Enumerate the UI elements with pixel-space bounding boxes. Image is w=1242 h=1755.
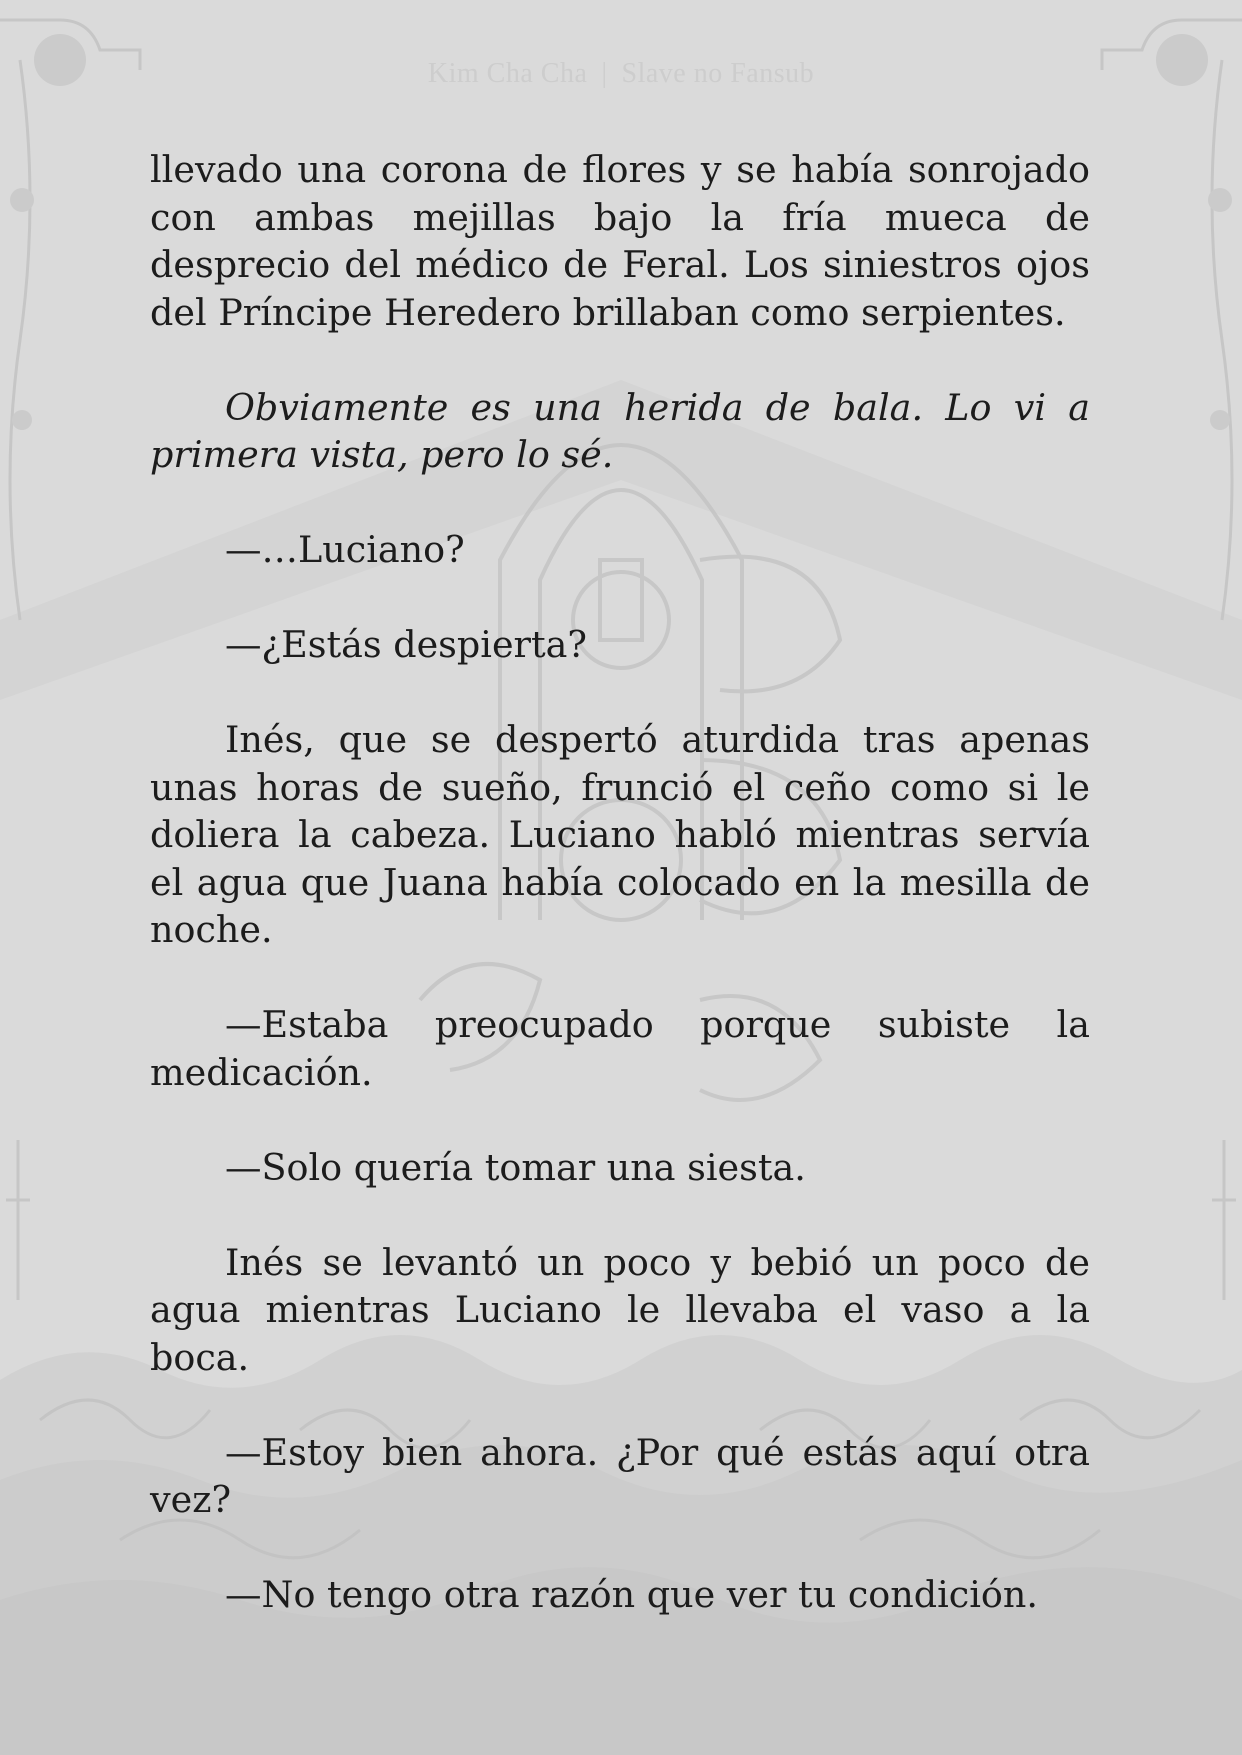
paragraph-thought: Obviamente es una herida de bala. Lo vi a primera vista, pero lo sé.: [150, 385, 1090, 476]
header-left: Kim Cha Cha: [427, 58, 588, 89]
paragraph-dialogue: —…Luciano?: [225, 528, 465, 571]
header-separator: |: [601, 58, 608, 89]
paragraph-dialogue: —No tengo otra razón que ver tu condición.: [225, 1573, 1038, 1616]
paragraph: Inés se levantó un poco y bebió un poco de agua mientras Luciano le llevaba el vaso a la boca.: [150, 1240, 1090, 1379]
page-text: [150, 146, 1090, 1666]
page-header: [0, 58, 1242, 90]
paragraph-dialogue: —Estaba preocupado porque subiste la medicación.: [150, 1003, 1090, 1094]
header-right: Slave no Fansub: [621, 58, 815, 89]
paragraph-dialogue: —¿Estás despierta?: [225, 623, 587, 666]
paragraph: llevado una corona de flores y se había sonrojado con ambas mejillas bajo la fría mueca de desprecio del médico de Feral. Los siniestros ojos del Príncipe Heredero brillaban como serpientes.: [150, 148, 1090, 334]
paragraph: Inés, que se despertó aturdida tras apenas unas horas de sueño, frunció el ceño como si le doliera la cabeza. Luciano habló mientras servía el agua que Juana había colocado en la mesilla de noche.: [150, 718, 1090, 951]
paragraph-dialogue: —Estoy bien ahora. ¿Por qué estás aquí otra vez?: [150, 1430, 1090, 1521]
paragraph-dialogue: —Solo quería tomar una siesta.: [225, 1145, 806, 1189]
